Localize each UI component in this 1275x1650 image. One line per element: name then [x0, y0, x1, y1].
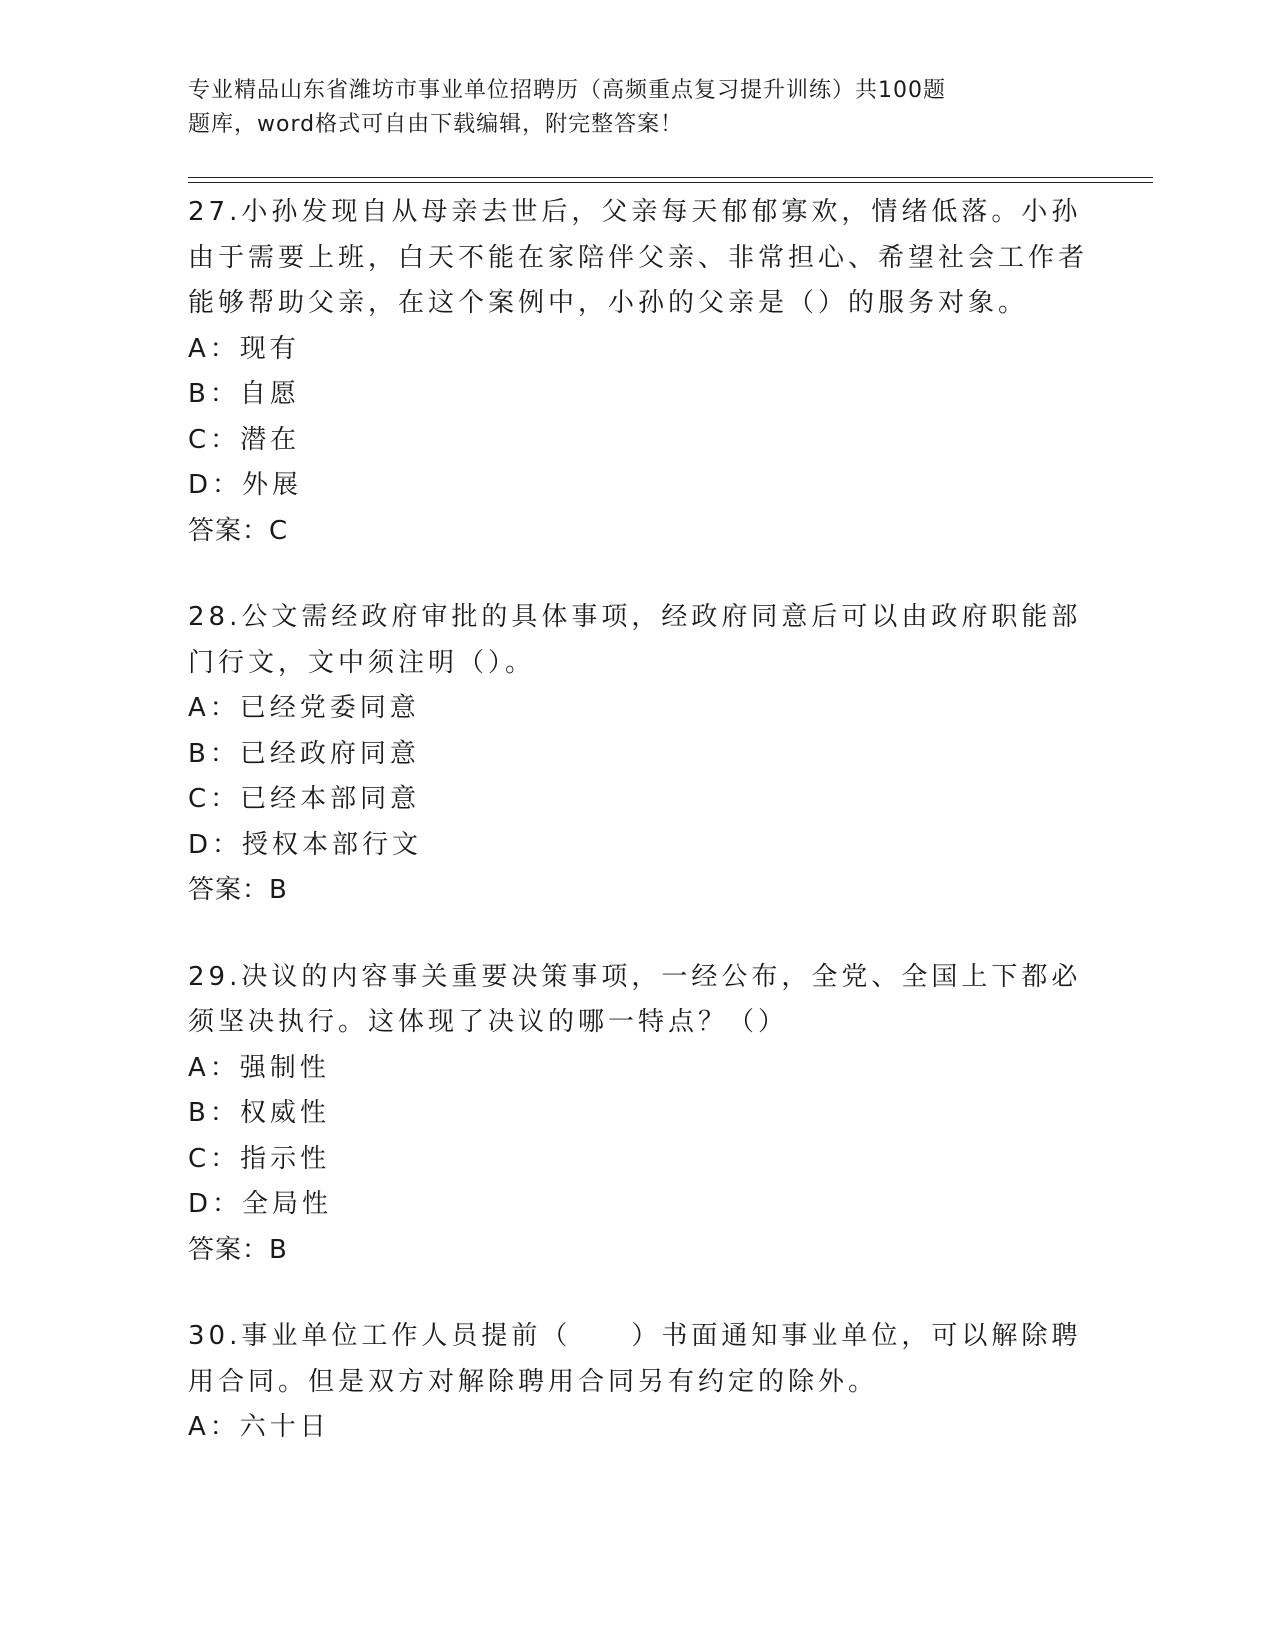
header-divider-top: [188, 177, 1153, 178]
option-a: A：已经党委同意: [188, 693, 420, 723]
header-line-1: 专业精品山东省潍坊市事业单位招聘历（高频重点复习提升训练）共100题: [188, 78, 946, 103]
option-d: D：外展: [188, 470, 303, 500]
option-a: A：强制性: [188, 1052, 330, 1083]
question-list: [188, 190, 1088, 1492]
answer-line: 答案：B: [188, 875, 288, 905]
document-header: [188, 74, 1068, 142]
question-text: 27.小孙发现自从母亲去世后，父亲每天郁郁寡欢，情绪低落。小孙由于需要上班，白天不能在家陪伴父亲、非常担心、希望社会工作者能够帮助父亲，在这个案例中，小孙的父亲是（）的服务对象。: [188, 197, 1089, 318]
option-c: C：潜在: [188, 424, 301, 455]
question-30: [188, 1314, 1088, 1451]
question-28: [188, 595, 1088, 914]
question-text: 29.决议的内容事关重要决策事项，一经公布，全党、全国上下都必须坚决执行。这体现了决议的哪一特点？（）: [188, 961, 1082, 1037]
option-b: B：自愿: [188, 379, 300, 409]
option-c: C：指示性: [188, 1143, 331, 1174]
answer-line: 答案：C: [188, 515, 289, 546]
header-line-2: 题库，word格式可自由下载编辑，附完整答案！: [188, 112, 684, 137]
option-d: D：授权本部行文: [188, 829, 423, 860]
question-text: 28.公文需经政府审批的具体事项，经政府同意后可以由政府职能部门行文，文中须注明（）。: [188, 602, 1082, 678]
question-29: [188, 955, 1088, 1274]
option-b: B：已经政府同意: [188, 738, 420, 769]
question-text: 30.事业单位工作人员提前（ ）书面通知事业单位，可以解除聘用合同。但是双方对解除聘用合同另有约定的除外。: [188, 1321, 1082, 1397]
answer-line: 答案：B: [188, 1234, 288, 1265]
question-27: [188, 190, 1088, 554]
header-divider-bottom: [188, 182, 1153, 183]
option-a: A：现有: [188, 333, 300, 364]
option-c: C：已经本部同意: [188, 784, 421, 814]
option-d: D：全局性: [188, 1189, 333, 1219]
option-b: B：权威性: [188, 1098, 330, 1128]
option-a: A：六十日: [188, 1412, 330, 1442]
